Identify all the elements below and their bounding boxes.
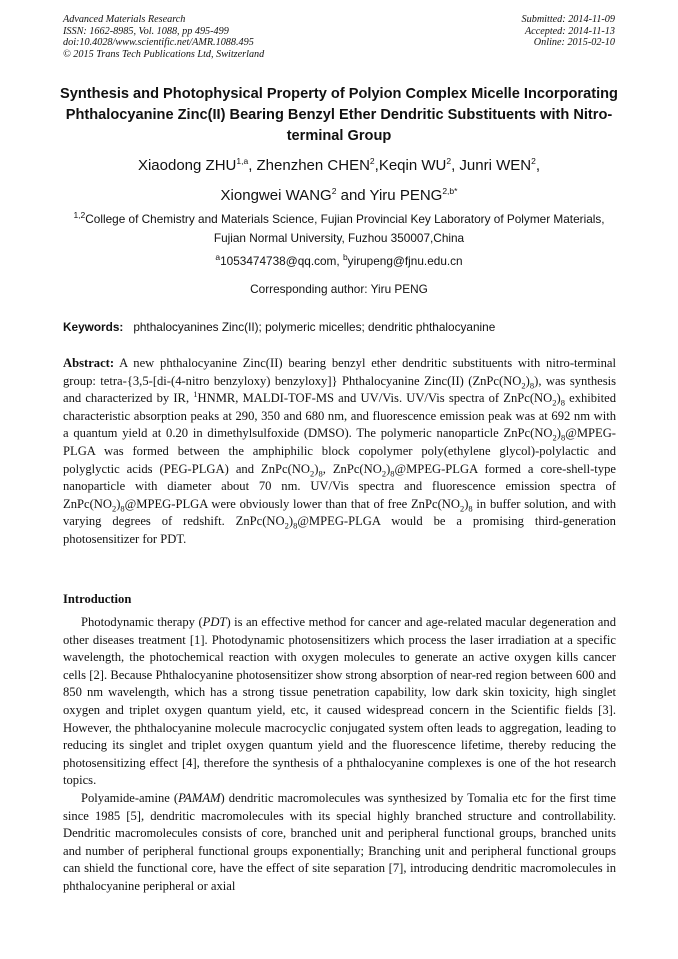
subscript: 2 (111, 503, 117, 514)
online-date: Online: 2015-02-10 (533, 37, 615, 49)
abstract-text: ) (314, 461, 319, 476)
author-affiliation-mark: 2 (369, 156, 375, 166)
subscript: 2 (309, 468, 315, 479)
keywords-label: Keywords: (63, 320, 124, 334)
paper-title: Synthesis and Photophysical Property of Polyion Complex Micelle Incorporating Phthalocyanine Zinc(II) Bearing Benzyl Ether Dendritic Substituents with Nitro-terminal Group (60, 86, 618, 144)
abstract (63, 355, 616, 549)
journal-name: Advanced Materials Research (63, 14, 186, 25)
submitted-date: Submitted: 2014-11-09 (521, 14, 615, 25)
abstract-text: HNMR, MALDI-TOF-MS and UV/Vis. UV/Vis spectra of ZnPc(NO (197, 391, 553, 406)
subscript: 8 (318, 468, 323, 479)
email-mark: a (215, 252, 221, 263)
introduction-body (63, 614, 616, 896)
author-affiliation-mark: 2 (331, 186, 337, 196)
issn-line: ISSN: 1662-8985, Vol. 1088, pp 495-499 (63, 25, 229, 37)
email-link[interactable]: 1053474738@qq.com, (220, 254, 343, 268)
journal-header (63, 14, 264, 60)
doi-line: doi:10.4028/www.scientific.net/AMR.1088.495 (63, 37, 254, 49)
abstract-text: A new phthalocyanine Zinc(II) bearing benzyl ether dendritic substituents with nitro-terminal group: tetra-{3,5-[di-(4-nitro benzyloxy) benzyloxy]} Phthalocyanine Zinc(II) (ZnPc(NO (63, 356, 616, 388)
keywords (63, 320, 623, 334)
abstract-label: Abstract: (63, 356, 115, 370)
abstract-text: ), was synthesis and characterized by IR, (63, 373, 617, 406)
dates-header (522, 14, 615, 49)
abstract-text: @MPEG-PLGA formed a core-shell-type nanoparticle with diameter about 70 nm. UV/Vis spectra and fluorescence emission spectra of ZnPc(NO (63, 461, 616, 511)
author-name: Xiongwei WANG (220, 187, 332, 204)
affiliation-mark: 1,2 (73, 210, 86, 221)
abstract-text: @MPEG-PLGA were obviously lower than that of free ZnPc(NO (124, 496, 460, 511)
paragraph-text: Photodynamic therapy ( (81, 615, 203, 629)
paragraph (63, 614, 616, 790)
subscript: 2 (521, 380, 526, 391)
subscript: 2 (284, 520, 289, 531)
author-name: , Zhenzhen CHEN (248, 157, 370, 174)
author-list (60, 151, 618, 211)
abstract-text: in buffer solution, and with varying degrees of redshift. ZnPc(NO (63, 496, 616, 529)
abstract-text: , ZnPc(NO (322, 461, 382, 476)
paragraph (63, 790, 616, 896)
abstract-text: ) (288, 514, 294, 529)
author-affiliation-mark: 2,b* (442, 186, 458, 196)
abstract-text: ) (556, 426, 561, 441)
subscript: 2 (552, 432, 557, 443)
paragraph-text: ) is an effective method for cancer and age-related macular degeneration and other diseases treatment [1]. Photodynamic photosensitizers which process the laser irradiation at a specific wavelength, the photochemical reaction with oxygen molecules to generate an active oxygen kills cancer cells [2]. Because Phthalocyanine photosensitizer show strong absorption of near-red region between 600 and 850 nm wavelength, which has a strong tissue penetration capability, low dark skin toxicity, high singlet oxygen and triplet oxygen quantum yield, etc, it caused widespread concern in the Scientific fields [3]. However, the phthalocyanine molecule macrocyclic conjugated system often leads to aggregation, leading to reducing its singlet and triplet oxygen quantum yield and the fluorescence lifetime, thereby reducing the photosensitizing effect [4], therefore the synthesis of a phthalocyanine complexes is one of the hot research topics. (63, 615, 616, 788)
email-mark: b (342, 252, 348, 263)
subscript: 2 (459, 503, 465, 514)
paragraph-text: ) dendritic macromolecules was synthesized by Tomalia etc for the first time since 1985 [5], dendritic macromolecules with its special highly branched structure and controllability. Dendritic macromolecules consists of core, branched unit and peripheral functional groups, branched units and number of peripheral functional groups exponentially; Branching unit and peripheral functional groups can shield the functional core, have the effect of site separation [7], introducing dendritic macromolecules in phthalocyanine peripheral or axial (63, 790, 616, 893)
abstract-text: @MPEG-PLGA would be a promising third-generation photosensitizer for PDT. (63, 514, 616, 546)
italic-term: PAMAM (178, 790, 221, 805)
abstract-text: @MPEG-PLGA was formed between the amphiphilic block copolymer poly(ethylene glycol)-polylactic and polyglyctic acids (PEG-PLGA) and ZnPc(NO (63, 426, 616, 476)
affiliation (70, 210, 608, 248)
corresponding-author: Corresponding author: Yiru PENG (250, 282, 428, 296)
abstract-text: ) (116, 496, 121, 511)
subscript: 8 (120, 503, 125, 514)
author-affiliation-mark: 1,a (236, 156, 249, 166)
accepted-date: Accepted: 2014-11-13 (524, 25, 615, 37)
author-name: , Junri WEN (451, 157, 532, 174)
abstract-text: ) (386, 461, 391, 476)
subscript: 8 (560, 397, 565, 408)
italic-term: PDT (202, 615, 227, 629)
copyright-line: © 2015 Trans Tech Publications Ltd, Switzerland (63, 48, 265, 60)
author-emails (60, 254, 618, 268)
author-name: and Yiru PENG (336, 187, 443, 204)
superscript: 1 (193, 389, 198, 399)
keywords-text: phthalocyanines Zinc(II); polymeric micelles; dendritic phthalocyanine (133, 320, 496, 334)
abstract-text: exhibited characteristic absorption peaks at 290, 350 and 680 nm, and fluorescence emission peak was at 692 nm with a quantum yield at 0.20 in dimethylsulfoxide (DMSO). The polymeric nanoparticle ZnPc(NO (63, 391, 616, 441)
author-name: Xiaodong ZHU (137, 157, 237, 174)
abstract-text: ) (464, 496, 469, 511)
abstract-text: ) (525, 373, 530, 388)
email-link[interactable]: yirupeng@fjnu.edu.cn (347, 254, 463, 268)
subscript: 8 (560, 432, 566, 443)
author-affiliation-mark: 2 (531, 156, 536, 166)
author-separator: , (535, 157, 541, 174)
subscript: 8 (293, 520, 298, 531)
subscript: 8 (529, 380, 535, 391)
affiliation-text: College of Chemistry and Materials Science, Fujian Provincial Key Laboratory of Polymer Materials, Fujian Normal University, Fuzhou 350007,China (85, 212, 605, 245)
subscript: 8 (468, 503, 473, 514)
section-heading-introduction: Introduction (63, 592, 132, 606)
paragraph-text: Polyamide-amine ( (81, 790, 179, 805)
abstract-text: ) (556, 391, 561, 406)
author-affiliation-mark: 2 (446, 156, 452, 166)
subscript: 2 (381, 468, 387, 479)
subscript: 2 (552, 397, 557, 408)
author-name: ,Keqin WU (374, 157, 447, 174)
subscript: 8 (390, 468, 395, 479)
